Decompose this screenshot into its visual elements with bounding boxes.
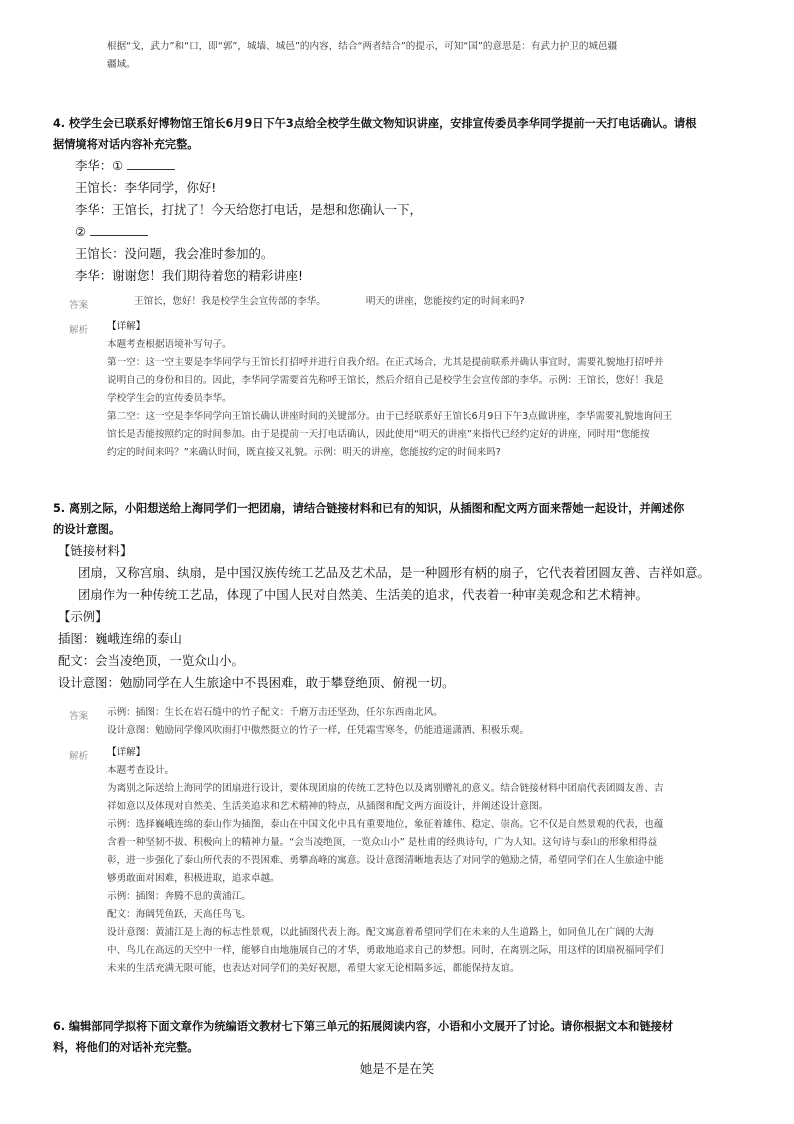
- question-4-dialogue: [75, 155, 675, 287]
- explain-line: 祥如意以及体现对自然美、生活美追求和艺术精神的特点，从插图和配文两方面设计，并阐述设计意图。: [107, 801, 549, 812]
- explain-line: 够勇敢面对困难，积极进取，追求卓越。: [107, 873, 280, 884]
- explain-line: 【详解】: [107, 747, 146, 758]
- explain-line: 第二空：这一空是李华同学向王馆长确认讲座时间的关键部分。由于已经联系好王馆长6月9日下午3点做讲座，李华需要礼貌地询问王: [107, 411, 673, 422]
- explain-line: 设计意图：黄浦江是上海的标志性景观，以此插图代表上海。配文寓意着希望同学们在未来的人生道路上，如同鱼儿在广阔的大海: [107, 927, 654, 938]
- blank-2[interactable]: [90, 223, 148, 236]
- example-line: 设计意图：勉励同学在人生旅途中不畏困难，敢于攀登绝顶、俯视一切。: [58, 675, 455, 690]
- article-title-text: 她是不是在笑: [359, 1061, 435, 1076]
- explain-line: 示例：插图：奔腾不息的黄浦江。: [107, 891, 251, 902]
- previous-answer-text: [107, 38, 747, 74]
- answer-line: 示例：插图：生长在岩石缝中的竹子配文：千磨万击还坚劲，任尔东西南北风。: [107, 707, 443, 718]
- example-line: 配文：会当凌绝顶，一览众山小。: [58, 653, 244, 668]
- article-title: [0, 1058, 794, 1080]
- text-line: 根据“戈，武力”和“口，即“郭”，城墙、城邑”的内容，结合“两者结合”的提示，可知“国”的意思是：有武力护卫的城邑疆: [107, 41, 618, 52]
- question-5-explanation: [107, 744, 757, 978]
- dialogue-line: 王馆长：没问题，我会准时参加的。: [75, 246, 274, 261]
- material-heading: 【链接材料】: [58, 543, 133, 558]
- answer-line: 设计意图：勉励同学像风吹雨打中傲然挺立的竹子一样，任凭霜雪寒冬，仍能逍遥潇洒、积极乐观。: [107, 725, 530, 736]
- blank-number: ②: [75, 224, 87, 239]
- explain-line: 本题考查根据语境补写句子。: [107, 339, 232, 350]
- material-line: 团扇，又称宫扇、纨扇，是中国汉族传统工艺品及艺术品，是一种圆形有柄的扇子，它代表着团圆友善、吉祥如意。: [78, 565, 710, 580]
- explain-label: 解析: [69, 325, 89, 336]
- question-5-title: [53, 498, 753, 540]
- explain-line: 【详解】: [107, 321, 146, 332]
- blank-1[interactable]: [127, 157, 175, 170]
- dialogue-line: 李华：谢谢您！我们期待着您的精彩讲座!: [75, 268, 303, 283]
- title-line: 6. 编辑部同学拟将下面文章作为统编语文教材七下第三单元的拓展阅读内容，小语和小文展开了讨论。请你根据文本和链接材: [53, 1020, 674, 1033]
- explain-line: 中、鸟儿在高远的天空中一样，能够自由地施展自己的才华，勇敢地追求自己的梦想。同时，在离别之际，用这样的团扇祝福同学们: [107, 945, 664, 956]
- explain-line: 配文：海阔凭鱼跃，天高任鸟飞。: [107, 909, 251, 920]
- question-4-title: [53, 113, 753, 155]
- title-line: 据情境将对话内容补充完整。: [53, 138, 199, 151]
- question-4-explanation: [107, 318, 757, 462]
- dialogue-line: [75, 221, 675, 243]
- explain-line: 约定的时间来吗？”来确认时间，既直接又礼貌。示例：明天的讲座，您能按约定的时间来吗?: [107, 447, 501, 458]
- answer-label: 答案: [69, 711, 89, 722]
- answer-label: 答案: [69, 300, 89, 311]
- explain-line: 含着一种坚韧不拔、积极向上的精神力量。“会当凌绝顶，一览众山小” 是杜甫的经典诗句，广为人知。这句诗与泰山的形象相得益: [107, 837, 658, 848]
- answer-text-2: 明天的讲座，您能按约定的时间来吗?: [365, 296, 525, 307]
- question-4-answer: [134, 293, 694, 311]
- explain-label: 解析: [69, 751, 89, 762]
- title-line: 料，将他们的对话补充完整。: [53, 1041, 199, 1054]
- explain-line: 示例：选择巍峨连绵的泰山作为插图，泰山在中国文化中具有重要地位，象征着雄伟、稳定、崇高。它不仅是自然景观的代表，也蕴: [107, 819, 664, 830]
- answer-text-1: 王馆长，您好！我是校学生会宣传部的李华。: [134, 296, 326, 307]
- dialogue-line: [75, 155, 675, 177]
- question-6-title: [53, 1016, 753, 1058]
- example-line: 插图：巍峨连绵的泰山: [58, 631, 182, 646]
- explain-line: 彰，进一步强化了泰山所代表的不畏困难、勇攀高峰的寓意。设计意图清晰地表达了对同学的勉励之情，希望同学们在人生旅途中能: [107, 855, 664, 866]
- question-5-answer: [107, 704, 747, 740]
- explain-line: 为离别之际送给上海同学的团扇进行设计，要体现团扇的传统工艺特色以及离别赠礼的意义。结合链接材料中团扇代表团圆友善、吉: [107, 783, 664, 794]
- dialogue-line: 王馆长：李华同学，你好!: [75, 180, 217, 195]
- title-line: 的设计意图。: [53, 523, 121, 536]
- explain-line: 第一空：这一空主要是李华同学与王馆长打招呼并进行自我介绍。在正式场合，尤其是提前联系并确认事宜时，需要礼貌地打招呼并: [107, 357, 664, 368]
- dialogue-line: 李华：王馆长，打扰了！今天给您打电话，是想和您确认一下，: [75, 202, 422, 217]
- question-5-material: [58, 540, 748, 694]
- explain-line: 馆长是否能按照约定的时间参加。由于是提前一天打电话确认，因此使用“明天的讲座”来指代已经约定好的讲座，同时用“您能按: [107, 429, 650, 440]
- explain-line: 未来的生活充满无限可能，也表达对同学们的美好祝愿，希望大家无论相隔多远，都能保持友谊。: [107, 963, 520, 974]
- explain-line: 说明自己的身份和目的。因此，李华同学需要首先称呼王馆长，然后介绍自己是校学生会宣传部的李华。示例：王馆长，您好！我是: [107, 375, 664, 386]
- text-line: 疆域。: [107, 59, 136, 70]
- dialogue-speaker-text: 李华：①: [75, 158, 124, 173]
- title-line: 4. 校学生会已联系好博物馆王馆长6月9日下午3点给全校学生做文物知识讲座，安排宣传委员李华同学提前一天打电话确认。请根: [53, 117, 697, 130]
- explain-line: 学校学生会的宣传委员李华。: [107, 393, 232, 404]
- title-line: 5. 离别之际，小阳想送给上海同学们一把团扇，请结合链接材料和已有的知识，从插图和配文两方面来帮她一起设计，并阐述你: [53, 502, 685, 515]
- example-heading: 【示例】: [58, 609, 108, 624]
- explain-line: 本题考查设计。: [107, 765, 175, 776]
- material-line: 团扇作为一种传统工艺品，体现了中国人民对自然美、生活美的追求，代表着一种审美观念和艺术精神。: [78, 587, 648, 602]
